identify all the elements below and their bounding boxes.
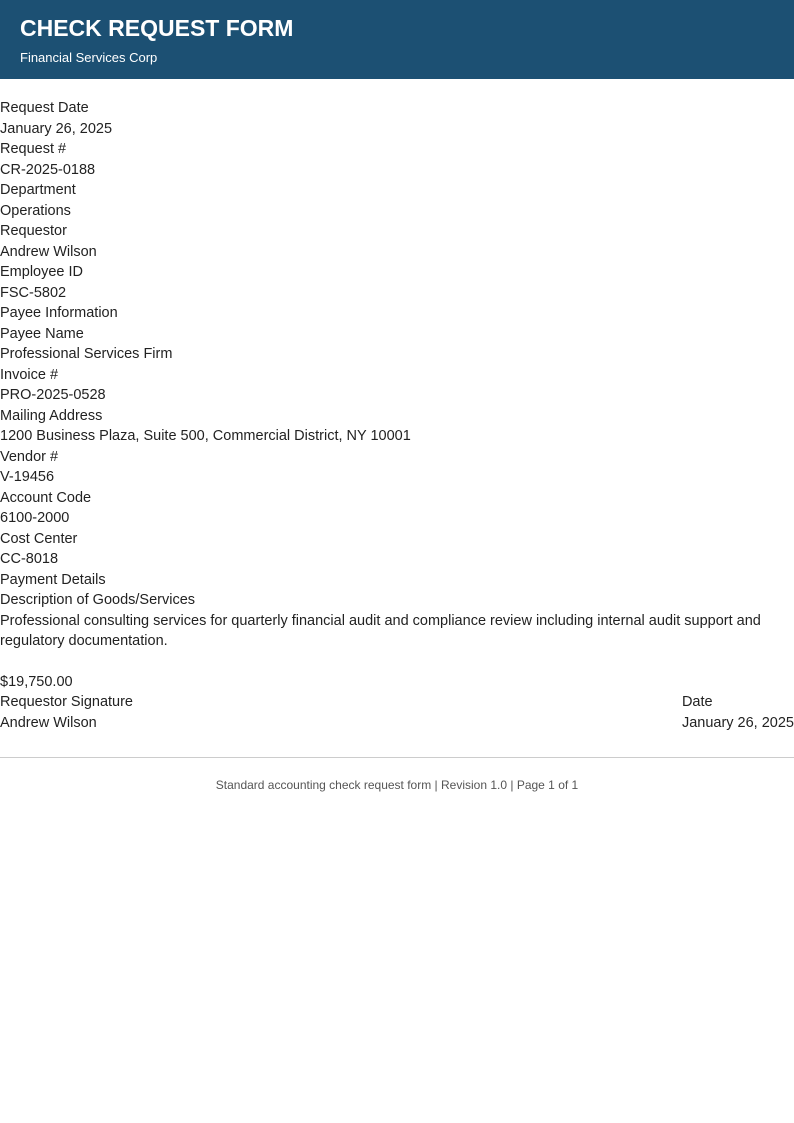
vendor-label: Vendor # <box>0 448 59 465</box>
payment-section-title: Payment Details <box>0 571 106 588</box>
account-code-value: 6100-2000 <box>0 510 70 526</box>
description-label: Description of Goods/Services <box>0 592 196 608</box>
cost-center-value: CC-8018 <box>0 551 59 567</box>
signature-name: Andrew Wilson <box>0 714 97 731</box>
signature-date-block <box>682 692 794 733</box>
company-name: Financial Services Corp <box>20 50 158 65</box>
description-value: Professional consulting services for quarterly financial audit and compliance review including internal audit support and regulatory documentation. <box>0 612 761 649</box>
invoice-label: Invoice # <box>0 366 59 383</box>
signature-date-value: January 26, 2025 <box>681 714 794 731</box>
cost-center-label: Cost Center <box>0 530 78 547</box>
payee-name-label: Payee Name <box>0 325 84 342</box>
address-label: Mailing Address <box>0 407 103 424</box>
department-value: Operations <box>0 202 71 219</box>
invoice-value: PRO-2025-0528 <box>0 387 106 403</box>
employee-id-label: Employee ID <box>0 264 84 280</box>
amount-value: $19,750.00 <box>0 673 73 690</box>
request-date-label: Request Date <box>0 100 89 116</box>
employee-id-value: FSC-5802 <box>0 284 67 301</box>
vendor-value: V-19456 <box>0 469 55 485</box>
request-date-value: January 26, 2025 <box>0 120 113 137</box>
account-code-label: Account Code <box>0 489 92 506</box>
requestor-value: Andrew Wilson <box>0 243 97 260</box>
signature-label: Requestor Signature <box>0 694 133 710</box>
payee-section-title: Payee Information <box>0 305 118 321</box>
footer-divider <box>0 757 794 758</box>
form-header <box>0 0 794 79</box>
request-number-value: CR-2025-0188 <box>0 161 96 178</box>
request-number-label: Request # <box>0 141 67 157</box>
signature-row <box>0 692 794 733</box>
signature-block <box>0 692 133 733</box>
footer-text: Standard accounting check request form | Revision 1.0 | Page 1 of 1 <box>215 778 579 792</box>
signature-date-label: Date <box>681 694 713 710</box>
department-label: Department <box>0 182 76 198</box>
form-content <box>0 79 794 796</box>
requestor-label: Requestor <box>0 223 67 239</box>
payee-name-value: Professional Services Firm <box>0 346 173 362</box>
form-title: CHECK REQUEST FORM <box>20 15 294 41</box>
address-value: 1200 Business Plaza, Suite 500, Commercial District, NY 10001 <box>0 428 411 444</box>
